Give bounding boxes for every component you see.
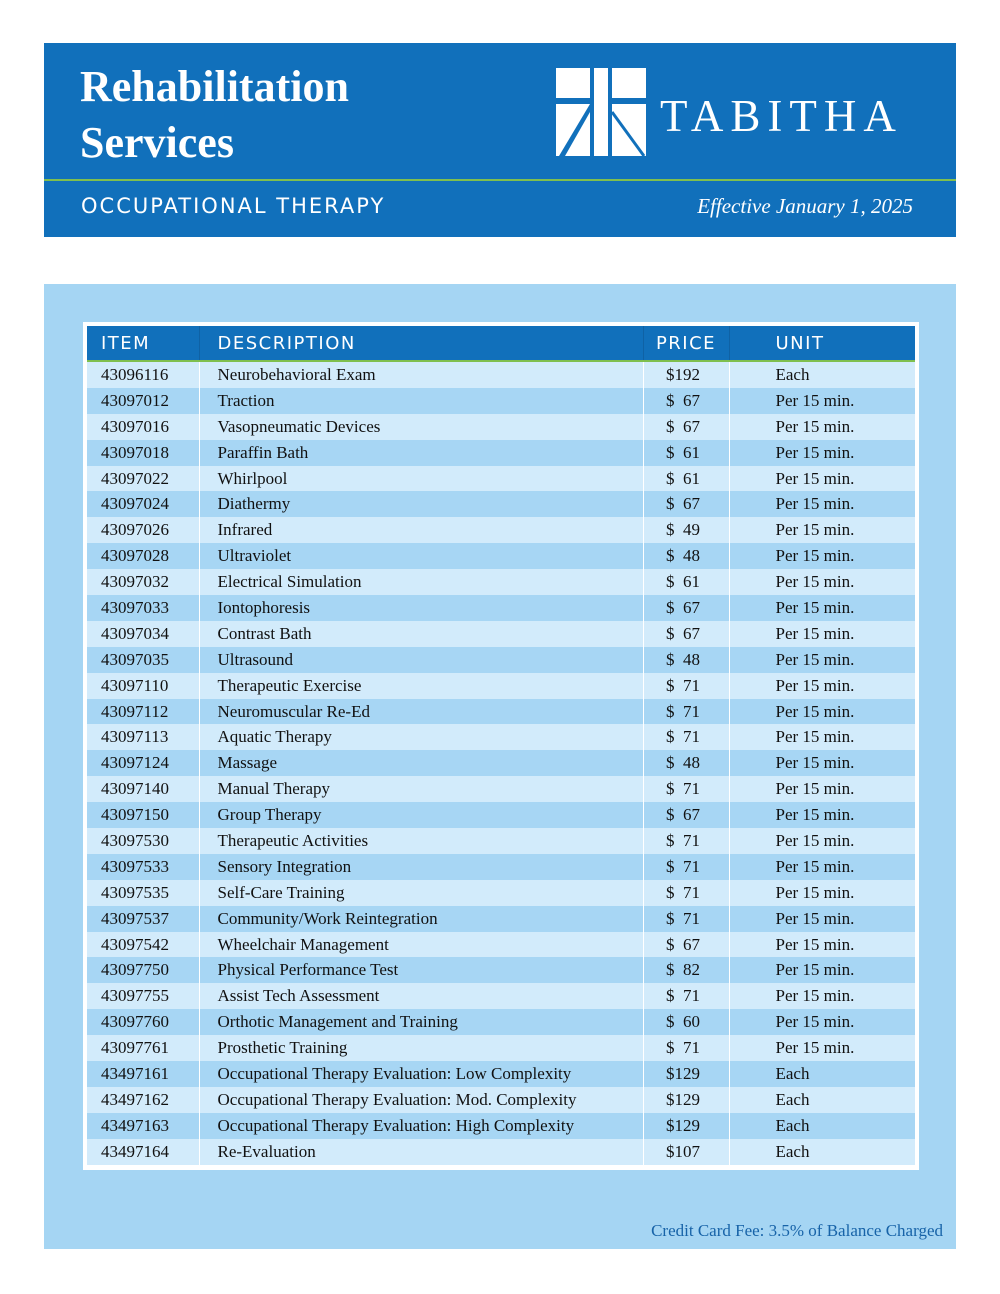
table-row	[87, 854, 915, 880]
credit-card-fee-note: Credit Card Fee: 3.5% of Balance Charged	[651, 1221, 943, 1240]
item-unit: Per 15 min.	[729, 673, 915, 699]
item-unit: Per 15 min.	[729, 595, 915, 621]
table-row	[87, 466, 915, 492]
title-line-1: Rehabilitation	[80, 62, 349, 111]
item-description: Infrared	[199, 517, 643, 543]
item-description: Paraffin Bath	[199, 440, 643, 466]
item-unit: Per 15 min.	[729, 414, 915, 440]
item-price: $ 67	[666, 934, 700, 954]
item-code: 43097140	[87, 776, 199, 802]
item-unit: Per 15 min.	[729, 906, 915, 932]
item-price-cell	[643, 776, 729, 802]
item-price: $ 60	[666, 1012, 700, 1032]
table-row	[87, 361, 915, 388]
table-row	[87, 724, 915, 750]
item-price-cell	[643, 1139, 729, 1165]
item-code: 43097026	[87, 517, 199, 543]
item-unit: Per 15 min.	[729, 880, 915, 906]
item-description: Neuromuscular Re-Ed	[199, 699, 643, 725]
item-price: $107	[666, 1141, 700, 1161]
item-code: 43097124	[87, 750, 199, 776]
item-price-cell	[643, 932, 729, 958]
page-title	[80, 59, 480, 171]
item-price: $ 67	[666, 597, 700, 617]
item-price: $ 67	[666, 390, 700, 410]
item-description: Ultrasound	[199, 647, 643, 673]
column-header-description: DESCRIPTION	[199, 326, 643, 361]
item-unit: Per 15 min.	[729, 750, 915, 776]
item-unit: Each	[729, 1061, 915, 1087]
page-header	[44, 43, 956, 237]
item-code: 43097750	[87, 957, 199, 983]
item-unit: Per 15 min.	[729, 802, 915, 828]
item-price-cell	[643, 466, 729, 492]
item-unit: Per 15 min.	[729, 440, 915, 466]
item-code: 43097035	[87, 647, 199, 673]
item-description: Re-Evaluation	[199, 1139, 643, 1165]
item-unit: Per 15 min.	[729, 776, 915, 802]
item-code: 43097032	[87, 569, 199, 595]
table-row	[87, 1087, 915, 1113]
item-unit: Per 15 min.	[729, 388, 915, 414]
item-unit: Per 15 min.	[729, 647, 915, 673]
item-unit: Per 15 min.	[729, 854, 915, 880]
item-code: 43097761	[87, 1035, 199, 1061]
item-unit: Each	[729, 1139, 915, 1165]
item-price-cell	[643, 361, 729, 388]
item-price-cell	[643, 880, 729, 906]
item-description: Orthotic Management and Training	[199, 1009, 643, 1035]
tabitha-cross-logo-icon	[556, 68, 646, 156]
item-unit: Each	[729, 361, 915, 388]
item-description: Sensory Integration	[199, 854, 643, 880]
item-price-cell	[643, 1035, 729, 1061]
item-price: $ 67	[666, 805, 700, 825]
item-price-cell	[643, 699, 729, 725]
item-description: Wheelchair Management	[199, 932, 643, 958]
item-price-cell	[643, 1113, 729, 1139]
item-code: 43097535	[87, 880, 199, 906]
item-code: 43097530	[87, 828, 199, 854]
item-description: Group Therapy	[199, 802, 643, 828]
item-unit: Per 15 min.	[729, 957, 915, 983]
item-description: Manual Therapy	[199, 776, 643, 802]
item-code: 43097012	[87, 388, 199, 414]
price-panel	[44, 284, 956, 1249]
item-description: Contrast Bath	[199, 621, 643, 647]
table-row	[87, 932, 915, 958]
table-row	[87, 957, 915, 983]
item-unit: Per 15 min.	[729, 983, 915, 1009]
table-row	[87, 491, 915, 517]
item-price-cell	[643, 828, 729, 854]
item-description: Traction	[199, 388, 643, 414]
item-price: $129	[666, 1115, 700, 1135]
item-price: $ 67	[666, 494, 700, 514]
table-row	[87, 673, 915, 699]
item-price: $ 61	[666, 468, 700, 488]
item-unit: Per 15 min.	[729, 466, 915, 492]
table-row	[87, 906, 915, 932]
item-price: $ 71	[666, 727, 700, 747]
item-price-cell	[643, 543, 729, 569]
item-description: Physical Performance Test	[199, 957, 643, 983]
item-price: $ 71	[666, 779, 700, 799]
item-description: Therapeutic Activities	[199, 828, 643, 854]
item-price-cell	[643, 569, 729, 595]
item-unit: Per 15 min.	[729, 724, 915, 750]
table-row	[87, 1009, 915, 1035]
item-code: 43097033	[87, 595, 199, 621]
item-code: 43097113	[87, 724, 199, 750]
item-code: 43097542	[87, 932, 199, 958]
item-price: $ 82	[666, 960, 700, 980]
item-price: $ 71	[666, 882, 700, 902]
price-table-frame	[83, 322, 919, 1170]
table-row	[87, 802, 915, 828]
item-price-cell	[643, 414, 729, 440]
item-price-cell	[643, 802, 729, 828]
column-header-price: PRICE	[643, 326, 729, 361]
item-price: $129	[666, 1089, 700, 1109]
item-description: Self-Care Training	[199, 880, 643, 906]
section-subtitle: OCCUPATIONAL THERAPY	[81, 194, 386, 218]
column-header-unit: UNIT	[729, 326, 915, 361]
item-code: 43097034	[87, 621, 199, 647]
item-price: $ 71	[666, 830, 700, 850]
item-price-cell	[643, 1061, 729, 1087]
item-description: Community/Work Reintegration	[199, 906, 643, 932]
item-price: $ 48	[666, 649, 700, 669]
item-unit: Each	[729, 1087, 915, 1113]
table-row	[87, 776, 915, 802]
item-code: 43097018	[87, 440, 199, 466]
table-row	[87, 621, 915, 647]
item-code: 43097028	[87, 543, 199, 569]
table-row	[87, 595, 915, 621]
table-row	[87, 750, 915, 776]
item-price: $ 71	[666, 701, 700, 721]
item-code: 43097533	[87, 854, 199, 880]
item-price-cell	[643, 854, 729, 880]
price-table	[87, 326, 915, 1165]
item-description: Aquatic Therapy	[199, 724, 643, 750]
item-price-cell	[643, 388, 729, 414]
item-price: $ 49	[666, 520, 700, 540]
item-code: 43097760	[87, 1009, 199, 1035]
item-unit: Per 15 min.	[729, 699, 915, 725]
item-description: Therapeutic Exercise	[199, 673, 643, 699]
item-price-cell	[643, 440, 729, 466]
item-description: Iontophoresis	[199, 595, 643, 621]
item-code: 43097537	[87, 906, 199, 932]
table-header-row	[87, 326, 915, 361]
table-row	[87, 880, 915, 906]
table-row	[87, 543, 915, 569]
item-code: 43497164	[87, 1139, 199, 1165]
item-description: Vasopneumatic Devices	[199, 414, 643, 440]
item-description: Whirlpool	[199, 466, 643, 492]
item-price-cell	[643, 983, 729, 1009]
item-unit: Per 15 min.	[729, 517, 915, 543]
item-code: 43497162	[87, 1087, 199, 1113]
effective-date: Effective January 1, 2025	[697, 194, 913, 218]
item-description: Occupational Therapy Evaluation: Mod. Complexity	[199, 1087, 643, 1113]
table-row	[87, 1061, 915, 1087]
item-price: $ 61	[666, 572, 700, 592]
item-price-cell	[643, 1087, 729, 1113]
item-code: 43097112	[87, 699, 199, 725]
item-unit: Per 15 min.	[729, 491, 915, 517]
table-row	[87, 388, 915, 414]
item-unit: Per 15 min.	[729, 1035, 915, 1061]
brand-name: TABITHA	[660, 91, 903, 141]
title-line-2: Services	[80, 118, 234, 167]
item-price-cell	[643, 621, 729, 647]
item-price: $ 71	[666, 986, 700, 1006]
table-row	[87, 569, 915, 595]
item-code: 43497161	[87, 1061, 199, 1087]
item-description: Ultraviolet	[199, 543, 643, 569]
item-description: Assist Tech Assessment	[199, 983, 643, 1009]
item-description: Prosthetic Training	[199, 1035, 643, 1061]
item-price-cell	[643, 724, 729, 750]
item-price: $ 71	[666, 1038, 700, 1058]
item-code: 43097150	[87, 802, 199, 828]
item-price-cell	[643, 491, 729, 517]
column-header-item: ITEM	[87, 326, 199, 361]
table-row	[87, 1035, 915, 1061]
item-price-cell	[643, 957, 729, 983]
item-price-cell	[643, 750, 729, 776]
item-unit: Per 15 min.	[729, 543, 915, 569]
item-unit: Each	[729, 1113, 915, 1139]
item-price: $ 48	[666, 546, 700, 566]
item-price: $129	[666, 1063, 700, 1083]
item-description: Diathermy	[199, 491, 643, 517]
item-price-cell	[643, 673, 729, 699]
item-description: Massage	[199, 750, 643, 776]
table-row	[87, 1139, 915, 1165]
item-price-cell	[643, 647, 729, 673]
header-divider	[44, 179, 956, 181]
table-row	[87, 1113, 915, 1139]
item-description: Electrical Simulation	[199, 569, 643, 595]
item-price: $192	[666, 364, 700, 384]
item-price: $ 61	[666, 442, 700, 462]
item-unit: Per 15 min.	[729, 1009, 915, 1035]
table-row	[87, 647, 915, 673]
table-row	[87, 699, 915, 725]
item-code: 43097024	[87, 491, 199, 517]
item-price: $ 67	[666, 623, 700, 643]
item-code: 43097110	[87, 673, 199, 699]
table-row	[87, 440, 915, 466]
item-price-cell	[643, 595, 729, 621]
item-code: 43497163	[87, 1113, 199, 1139]
table-row	[87, 828, 915, 854]
item-unit: Per 15 min.	[729, 621, 915, 647]
item-price: $ 71	[666, 908, 700, 928]
item-price: $ 71	[666, 856, 700, 876]
item-description: Occupational Therapy Evaluation: Low Complexity	[199, 1061, 643, 1087]
item-price-cell	[643, 906, 729, 932]
item-description: Occupational Therapy Evaluation: High Complexity	[199, 1113, 643, 1139]
item-unit: Per 15 min.	[729, 569, 915, 595]
item-unit: Per 15 min.	[729, 828, 915, 854]
item-unit: Per 15 min.	[729, 932, 915, 958]
item-code: 43096116	[87, 361, 199, 388]
table-row	[87, 983, 915, 1009]
item-code: 43097016	[87, 414, 199, 440]
item-code: 43097022	[87, 466, 199, 492]
table-row	[87, 414, 915, 440]
item-code: 43097755	[87, 983, 199, 1009]
item-price: $ 48	[666, 753, 700, 773]
item-description: Neurobehavioral Exam	[199, 361, 643, 388]
item-price-cell	[643, 517, 729, 543]
item-price: $ 67	[666, 416, 700, 436]
item-price: $ 71	[666, 675, 700, 695]
item-price-cell	[643, 1009, 729, 1035]
table-row	[87, 517, 915, 543]
